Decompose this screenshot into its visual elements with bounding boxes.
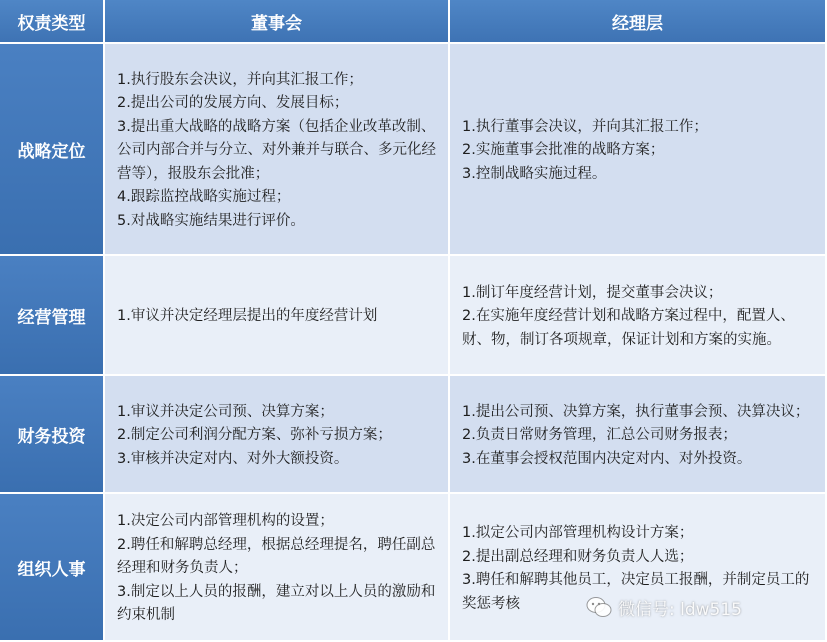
- board-finance-cell: [105, 376, 450, 494]
- header-management: [450, 0, 827, 44]
- row-type-label: 经营管理: [17, 307, 86, 328]
- list-item: 2.提出副总经理和财务负责人人选；: [462, 548, 694, 565]
- list-item: 3.提出重大战略的战略方案（包括企业改革改制、公司内部合并与分立、对外兼并与联合、多元化经营等），报股东会批准；: [117, 118, 436, 182]
- list-item: 1.拟定公司内部管理机构设计方案；: [462, 525, 694, 541]
- list-item: 2.在实施年度经营计划和战略方案过程中，配置人、财、物，制订各项规章，保证计划和方案的实施。: [462, 308, 795, 348]
- list-item: 1.制订年度经营计划，提交董事会决议；: [462, 284, 723, 301]
- board-hr-cell: [105, 494, 450, 642]
- list-item: 1.审议并决定经理层提出的年度经营计划: [117, 308, 378, 325]
- list-item: 1.提出公司预、决算方案，执行董事会预、决算决议；: [462, 403, 810, 420]
- list-item: 4.跟踪监控战略实施过程；: [117, 189, 291, 206]
- list-item: 2.制定公司利润分配方案、弥补亏损方案；: [117, 427, 392, 444]
- list-item: 1.决定公司内部管理机构的设置；: [117, 513, 334, 530]
- row-type-operations: [0, 256, 105, 376]
- header-board-label: 董事会: [251, 13, 302, 34]
- list-item: 2.提出公司的发展方向、发展目标；: [117, 95, 349, 112]
- list-item: 3.控制战略实施过程。: [462, 165, 607, 182]
- list-item: 3.聘任和解聘其他员工，决定员工报酬，并制定员工的奖惩考核: [462, 572, 810, 612]
- header-type: [0, 0, 105, 44]
- wechat-icon: [586, 596, 612, 618]
- board-strategy-cell: [105, 44, 450, 256]
- row-type-finance: [0, 376, 105, 494]
- watermark-text: 微信号: ldw515: [618, 599, 742, 620]
- list-item: 3.审核并决定对内、对外大额投资。: [117, 450, 349, 467]
- row-type-hr: [0, 494, 105, 642]
- management-operations-cell: [450, 256, 827, 376]
- list-item: 1.执行董事会决议，并向其汇报工作；: [462, 118, 708, 135]
- management-finance-cell: [450, 376, 827, 494]
- header-board: [105, 0, 450, 44]
- header-type-label: 权责类型: [17, 13, 86, 34]
- list-item: 3.制定以上人员的报酬，建立对以上人员的激励和约束机制: [117, 583, 436, 624]
- board-operations-cell: [105, 256, 450, 376]
- list-item: 1.审议并决定公司预、决算方案；: [117, 403, 334, 420]
- list-item: 3.在董事会授权范围内决定对内、对外投资。: [462, 450, 752, 467]
- row-type-label: 财务投资: [17, 426, 86, 447]
- header-management-label: 经理层: [612, 13, 663, 34]
- management-strategy-cell: [450, 44, 827, 256]
- list-item: 2.负责日常财务管理，汇总公司财务报表；: [462, 427, 737, 444]
- list-item: 1.执行股东会决议，并向其汇报工作；: [117, 71, 363, 88]
- row-type-strategy: [0, 44, 105, 256]
- watermark: [586, 592, 822, 622]
- list-item: 2.实施董事会批准的战略方案；: [462, 142, 665, 159]
- row-type-label: 组织人事: [17, 559, 86, 580]
- list-item: 2.聘任和解聘总经理，根据总经理提名，聘任副总经理和财务负责人；: [117, 536, 436, 577]
- list-item: 5.对战略实施结果进行评价。: [117, 212, 305, 229]
- row-type-label: 战略定位: [17, 141, 86, 162]
